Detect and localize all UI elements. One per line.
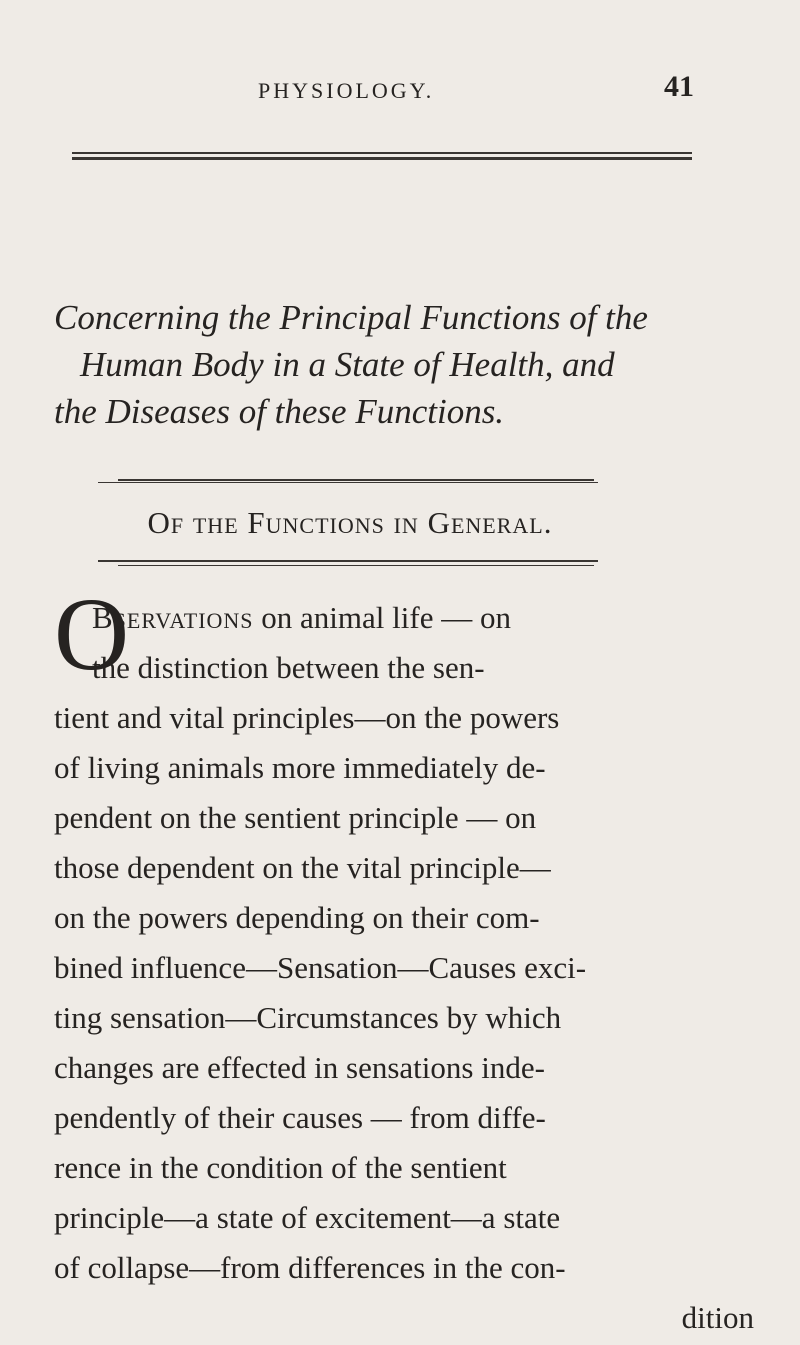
sub-heading [0, 505, 700, 541]
sub-heading-caps: Functions in General. [247, 505, 553, 540]
top-rule-line-2 [72, 157, 692, 160]
first-word-caps: Bservations [92, 600, 254, 635]
chapter-heading-line: the Diseases of these Functions. [54, 392, 505, 431]
sub-heading-rule-top [118, 479, 594, 481]
page-number: 41 [664, 70, 694, 103]
body-line: pendent on the sentient principle — on [54, 800, 537, 835]
top-double-rule [72, 152, 692, 160]
body-line: bined influence—Sensation—Causes exci- [54, 950, 587, 985]
sub-heading-rule-bottom-thin [118, 565, 594, 566]
body-line: of living animals more immediately de- [54, 750, 546, 785]
body-line: the distinction between the sen- [92, 650, 485, 685]
body-line: principle—a state of excitement—a state [54, 1200, 561, 1235]
body-line: changes are effected in sensations inde- [54, 1050, 545, 1085]
body-line-text: on animal life — on [253, 600, 511, 635]
body-line: pendently of their causes — from diffe- [54, 1100, 546, 1135]
body-line: those dependent on the vital principle— [54, 850, 551, 885]
body-line: dition [681, 1300, 754, 1335]
body-line: on the powers depending on their com- [54, 900, 540, 935]
sub-heading-rule-top-thin [98, 482, 598, 483]
body-line: of collapse—from differences in the con- [54, 1250, 566, 1285]
chapter-heading-line: Human Body in a State of Health, and [80, 345, 615, 384]
top-rule-line-1 [72, 152, 692, 154]
running-head [0, 66, 800, 106]
drop-cap: O [54, 577, 130, 692]
sub-heading-prefix: Of the [147, 505, 239, 540]
running-head-title: PHYSIOLOGY. [258, 78, 435, 103]
chapter-heading-line: Concerning the Principal Functions of the [54, 298, 648, 337]
body-paragraph [54, 593, 762, 1343]
body-line [54, 593, 762, 643]
chapter-heading [54, 294, 754, 435]
body-line: tient and vital principles—on the powers [54, 700, 560, 735]
body-line: rence in the condition of the sentient [54, 1150, 507, 1185]
body-line: ting sensation—Circumstances by which [54, 1000, 562, 1035]
sub-heading-rule-bottom [98, 560, 598, 562]
